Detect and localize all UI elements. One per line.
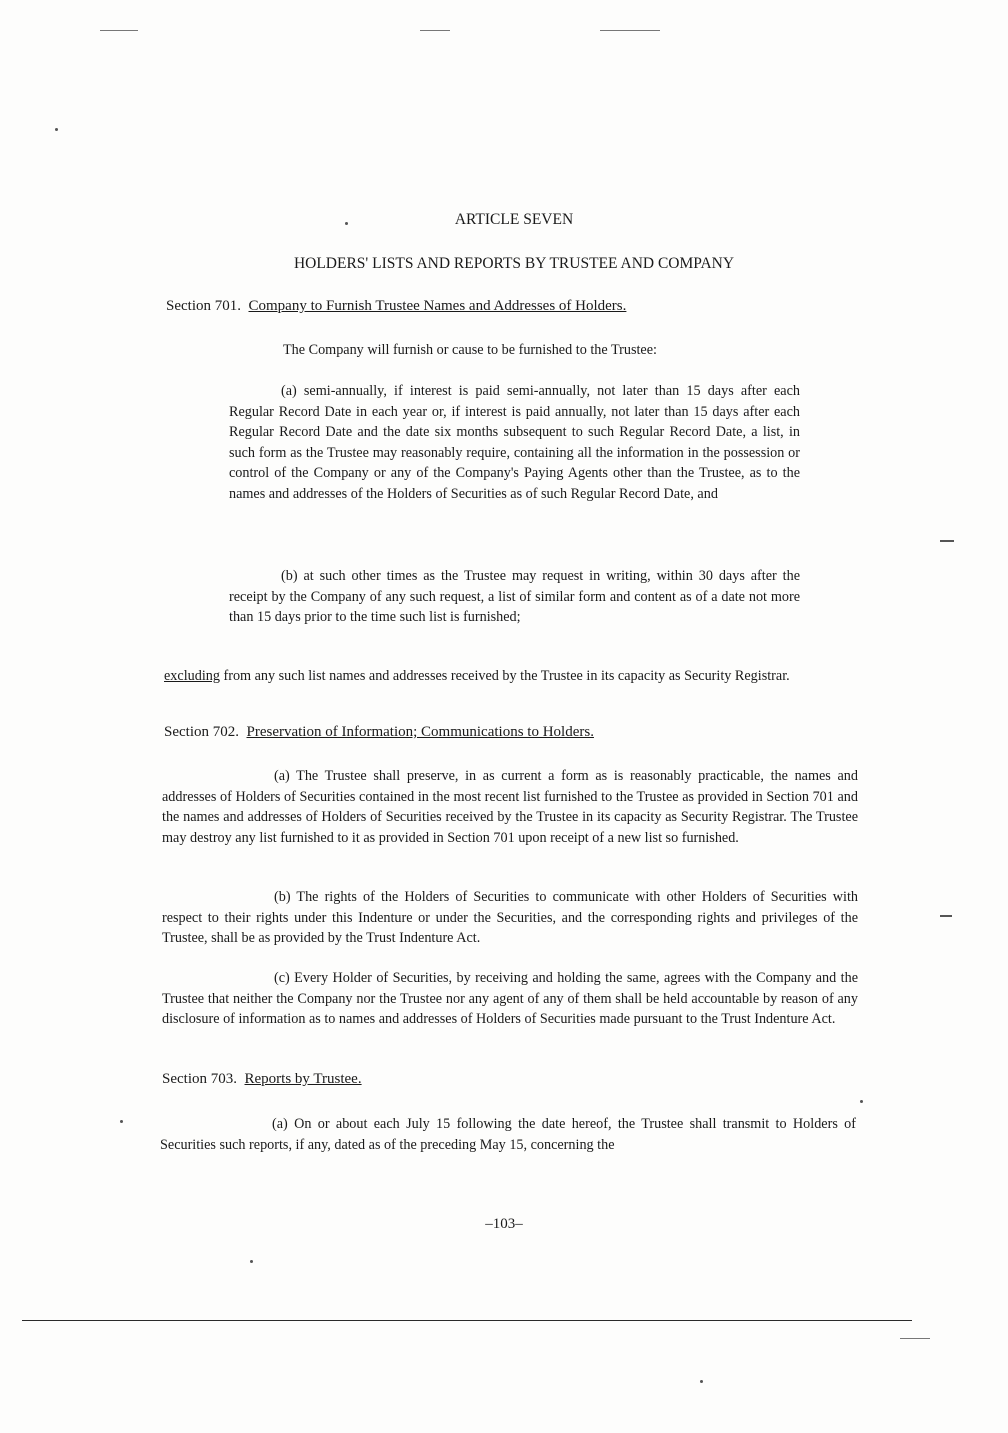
closing-rest: from any such list names and addresses received by the Trustee in its capacity as Security Registrar. <box>219 668 790 684</box>
section-title: Company to Furnish Trustee Names and Addresses of Holders. <box>248 298 627 314</box>
scan-artifact <box>120 1120 123 1123</box>
section-701-item-b <box>229 566 800 628</box>
scan-artifact <box>940 540 954 542</box>
section-701-intro: The Company will furnish or cause to be furnished to the Trustee: <box>283 342 657 358</box>
scan-artifact <box>600 30 660 31</box>
scan-artifact <box>700 1380 703 1383</box>
scan-artifact <box>55 128 58 131</box>
scan-artifact <box>100 30 138 31</box>
section-702-item-b <box>162 887 858 949</box>
section-title: Preservation of Information; Communications to Holders. <box>246 724 594 740</box>
paragraph-text: (c) Every Holder of Securities, by receiving and holding the same, agrees with the Company and the Trustee that neither the Company nor the Trustee nor any agent of any of them shall be held accountable by reason of any disclosure of information as to names and addresses of Holders of Securities made pursuant to the Trust Indenture Act. <box>162 970 858 1027</box>
section-number: Section 702. <box>164 724 239 740</box>
page-number: –103– <box>485 1216 523 1232</box>
section-702-item-a <box>162 766 858 848</box>
scan-artifact <box>250 1260 253 1263</box>
paragraph-text: (a) On or about each July 15 following the date hereof, the Trustee shall transmit to Holders of Securities such reports, if any, dated as of the preceding May 15, concerning the <box>160 1116 856 1153</box>
section-title: Reports by Trustee. <box>244 1071 362 1087</box>
article-subtitle: HOLDERS' LISTS AND REPORTS BY TRUSTEE AND COMPANY <box>293 255 735 272</box>
section-701-item-a <box>229 381 800 504</box>
scan-artifact <box>420 30 450 31</box>
article-title: ARTICLE SEVEN <box>454 211 574 228</box>
paragraph-text: (a) The Trustee shall preserve, in as current a form as is reasonably practicable, the names and addresses of Holders of Securities contained in the most recent list furnished to the Trustee as provided in Section 701 and the names and addresses of Holders of Securities received by the Trustee in its capacity as Security Registrar. The Trustee may destroy any list furnished to it as provided in Section 701 upon receipt of a new list so furnished. <box>162 768 858 846</box>
scan-artifact <box>940 915 952 917</box>
paragraph-text: (a) semi-annually, if interest is paid semi-annually, not later than 15 days after each Regular Record Date in each year or, if interest is paid annually, not later than 15 days after each Regular Record Date and the date six months subsequent to such Regular Record Date, a list, in such form as the Trustee may reasonably require, containing all the information in the possession or control of the Company or any of the Company's Paying Agents other than the Trustee, as to the names and addresses of the Holders of Securities as of such Regular Record Date, and <box>229 383 800 502</box>
section-702-heading <box>164 724 594 741</box>
section-701-heading <box>166 298 626 315</box>
bottom-rule <box>22 1320 912 1321</box>
scan-artifact <box>860 1100 863 1103</box>
section-701-closing <box>164 666 858 687</box>
section-number: Section 701. <box>166 298 241 314</box>
paragraph-text: (b) at such other times as the Trustee may request in writing, within 30 days after the receipt by the Company of any such request, a list of similar form and content as of a date not more than 15 days prior to the time such list is furnished; <box>229 568 800 625</box>
section-703-heading <box>162 1071 362 1088</box>
scan-artifact <box>900 1338 930 1339</box>
section-702-item-c <box>162 968 858 1030</box>
paragraph-text: (b) The rights of the Holders of Securities to communicate with other Holders of Securities with respect to their rights under this Indenture or under the Securities, and the corresponding rights and privileges of the Trustee, shall be as provided by the Trust Indenture Act. <box>162 889 858 946</box>
section-number: Section 703. <box>162 1071 237 1087</box>
closing-lead: excluding <box>164 668 220 684</box>
section-703-item-a <box>160 1114 856 1155</box>
